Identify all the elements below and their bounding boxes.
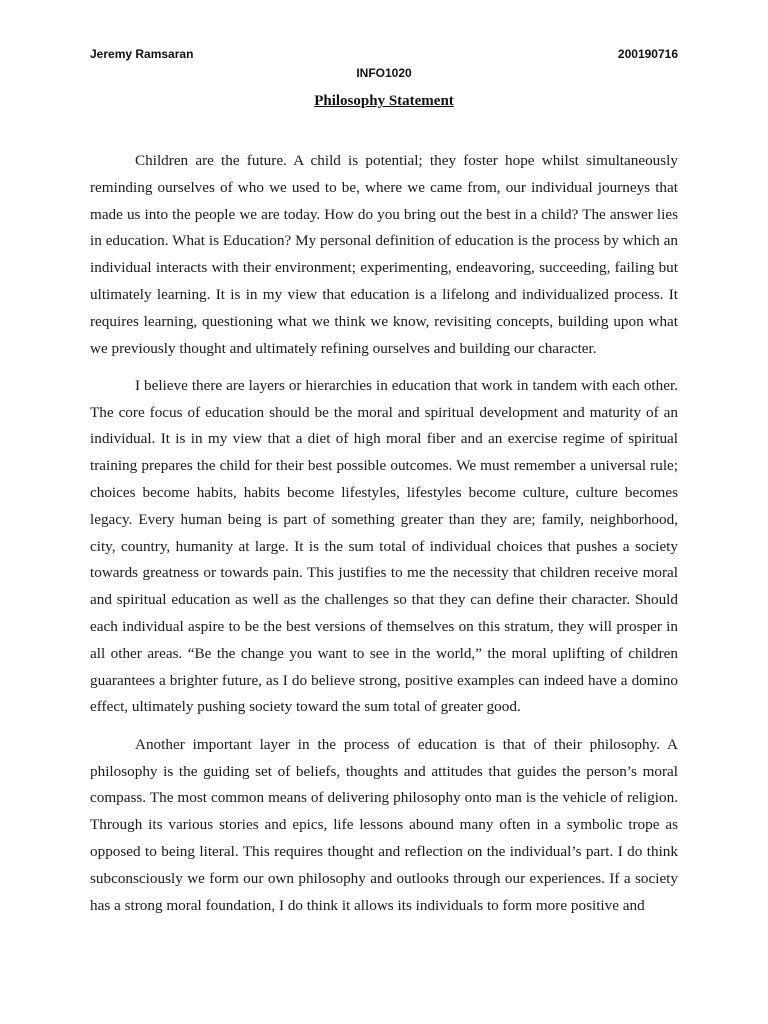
student-id: 200190716	[617, 47, 678, 61]
document-title: Philosophy Statement	[314, 93, 454, 109]
document-body	[90, 148, 678, 930]
course-code: INFO1020	[356, 66, 412, 80]
author-name: Jeremy Ramsaran	[90, 47, 194, 61]
paragraph: Children are the future. A child is potential; they foster hope whilst simultaneously reminding ourselves of who we used to be, where we came from, our individual journeys that made us into the people we are today. How do you bring out the best in a child? The answer lies in education. What is Education? My personal definition of education is the process by which an individual interacts with their environment; experimenting, endeavoring, succeeding, failing but ultimately learning. It is in my view that education is a lifelong and individualized process. It requires learning, questioning what we think we know, revisiting concepts, building upon what we previously thought and ultimately refining ourselves and building our character.	[90, 152, 678, 357]
paragraph: I believe there are layers or hierarchies in education that work in tandem with each other. The core focus of education should be the moral and spiritual development and maturity of an individual. It is in my view that a diet of high moral fiber and an exercise regime of spiritual training prepares the child for their best possible outcomes. We must remember a universal rule; choices become habits, habits become lifestyles, lifestyles become culture, culture becomes legacy. Every human being is part of something greater than they are; family, neighborhood, city, country, humanity at large. It is the sum total of individual choices that pushes a society towards greatness or towards pain. This justifies to me the necessity that children receive moral and spiritual education as well as the challenges so that they can define their character. Should each individual aspire to be the best versions of themselves on this stratum, they will prosper in all other areas. “Be the change you want to see in the world,” the moral uplifting of children guarantees a brighter future, as I do believe strong, positive examples can indeed have a domino effect, ultimately pushing society toward the sum total of greater good.	[90, 376, 678, 716]
paragraph: Another important layer in the process of education is that of their philosophy. A philosophy is the guiding set of beliefs, thoughts and attitudes that guides the person’s moral compass. The most common means of delivering philosophy onto man is the vehicle of religion. Through its various stories and epics, life lessons abound many often in a symbolic trope as opposed to being literal. This requires thought and reflection on the individual’s part. I do think subconsciously we form our own philosophy and outlooks through our experiences. If a society has a strong moral foundation, I do think it allows its individuals to form more positive and	[90, 735, 678, 914]
